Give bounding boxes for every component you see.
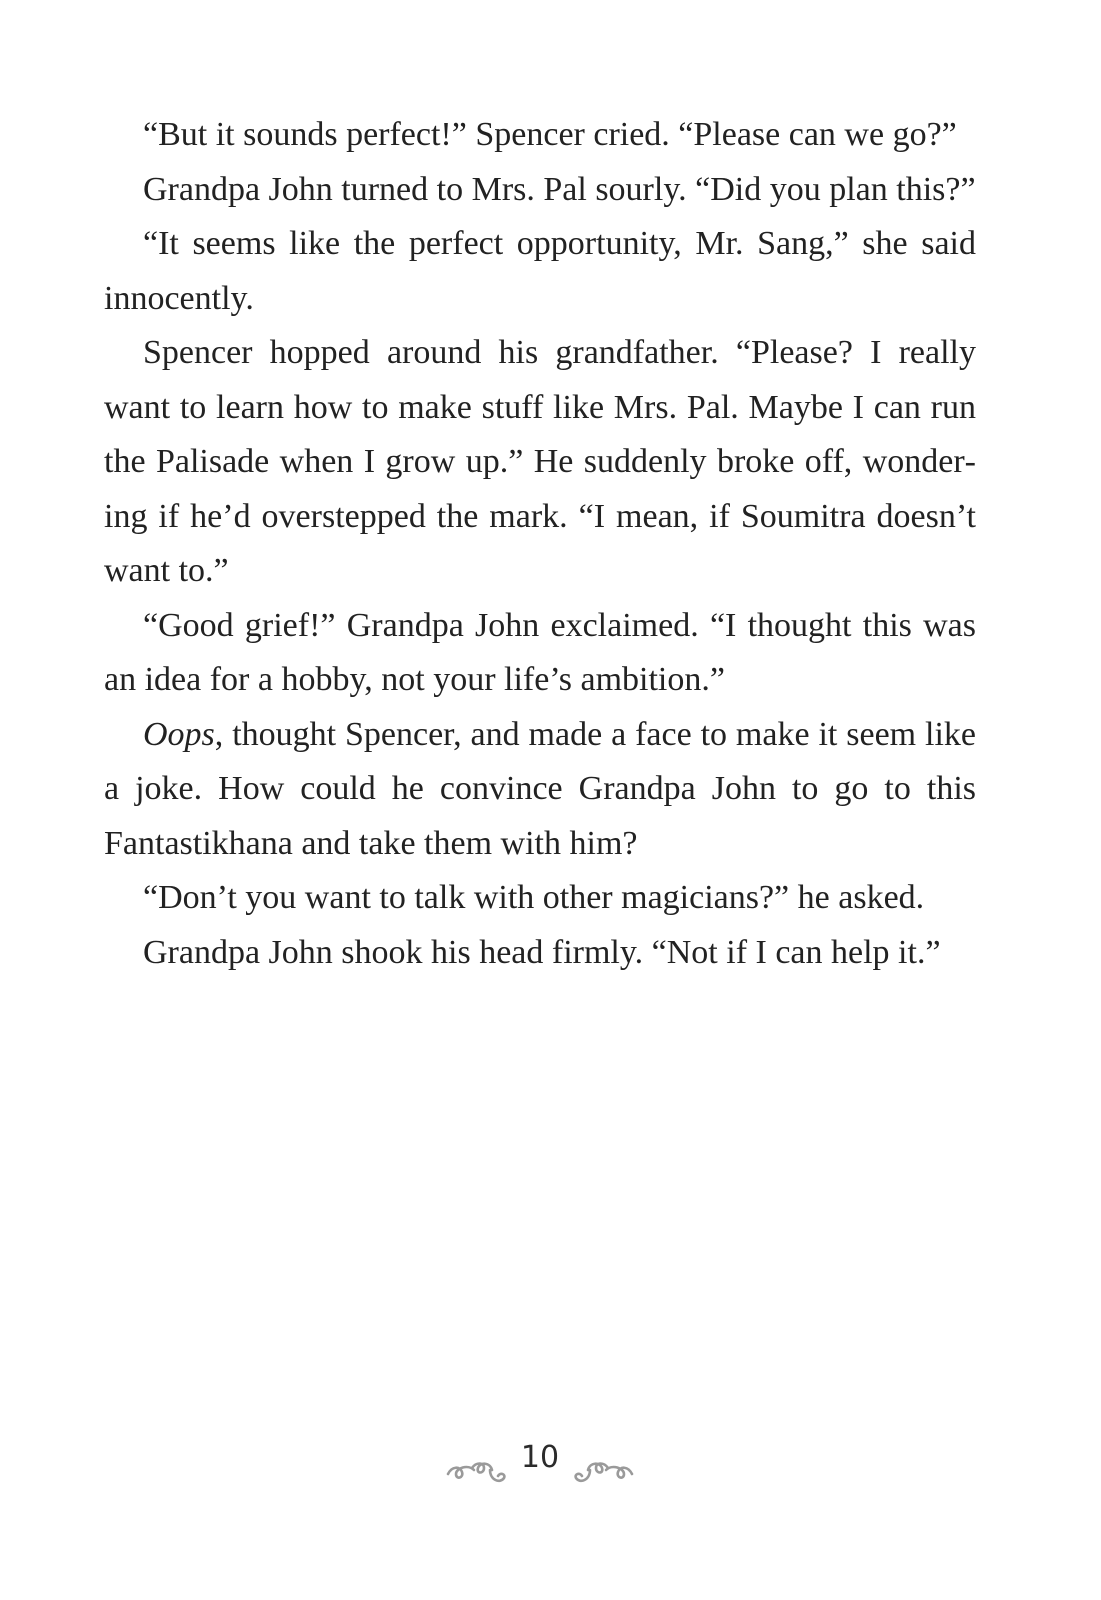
paragraph-8: Grandpa John shook his head firmly. “Not if I can help it.” bbox=[143, 933, 941, 971]
paragraph-6-text: , thought Spencer, and made a face to make it seem like a joke. How could he convince Grandpa John to go to this Fantastikhana and take them with him? bbox=[104, 715, 976, 862]
paragraph-3: “It seems like the perfect opportunity, Mr. Sang,” she said innocently. bbox=[104, 225, 976, 317]
flourish-right-icon bbox=[572, 1448, 634, 1492]
flourish-left-icon bbox=[446, 1448, 508, 1492]
paragraph-6 bbox=[104, 708, 976, 872]
paragraph-4: Spencer hopped around his grandfather. “Please? I really want to learn how to make stuff like Mrs. Pal. Maybe I can run the Palisade when I grow up.” He suddenly broke off, wondering if he’d overstepped the mark. “I mean, if Soumitra doesn’t want to.” bbox=[104, 334, 976, 589]
page-number: 10 bbox=[520, 1440, 560, 1475]
paragraph-2: Grandpa John turned to Mrs. Pal sourly. “Did you plan this?” bbox=[143, 170, 976, 208]
paragraph-1: “But it sounds perfect!” Spencer cried. “Please can we go?” bbox=[143, 116, 957, 153]
italic-word: Oops bbox=[143, 715, 215, 753]
paragraph-5: “Good grief!” Grandpa John exclaimed. “I thought this was an idea for a hobby, not your life’s ambition.” bbox=[104, 606, 976, 698]
page-footer bbox=[0, 1438, 1101, 1508]
paragraph-7: “Don’t you want to talk with other magicians?” he asked. bbox=[143, 879, 925, 916]
body-text bbox=[104, 108, 976, 980]
